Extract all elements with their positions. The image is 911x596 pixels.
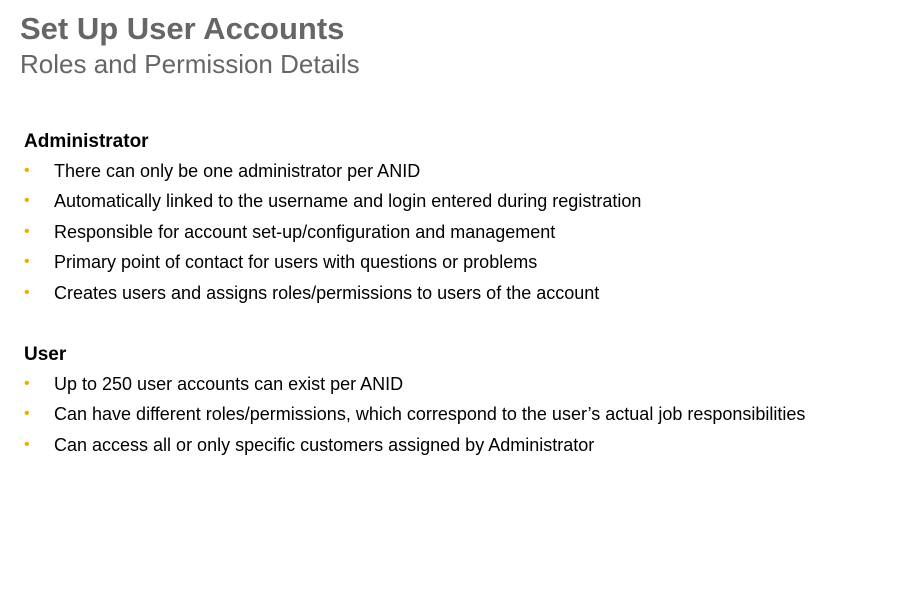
user-bullet-list [24, 373, 806, 464]
list-item-text: Creates users and assigns roles/permissions to users of the account [54, 282, 600, 303]
list-item [24, 190, 642, 220]
administrator-section [24, 130, 642, 312]
list-item [24, 160, 421, 190]
list-item-text: Responsible for account set-up/configuration and management [54, 221, 556, 242]
list-item-text: Up to 250 user accounts can exist per ANID [54, 374, 404, 394]
section-heading-administrator: Administrator [24, 131, 149, 152]
bullet-icon: • [24, 283, 30, 301]
list-item [24, 251, 538, 281]
list-item [24, 282, 600, 312]
list-item-text: Can access all or only specific customers assigned by Administrator [54, 434, 595, 455]
list-item-text: Can have different roles/permissions, which correspond to the user’s actual job responsibilities [54, 404, 806, 425]
list-item [24, 434, 595, 464]
list-item-text: Primary point of contact for users with questions or problems [54, 252, 538, 273]
bullet-icon: • [24, 405, 30, 423]
bullet-icon: • [24, 192, 30, 210]
bullet-icon: • [24, 162, 30, 179]
bullet-icon: • [24, 435, 30, 453]
list-item [24, 403, 806, 433]
list-item [24, 373, 404, 403]
bullet-icon: • [24, 253, 30, 271]
list-item-text: There can only be one administrator per ANID [54, 161, 421, 181]
page-title: Set Up User Accounts [20, 11, 345, 46]
administrator-bullet-list [24, 160, 642, 312]
section-heading-user: User [24, 344, 67, 365]
bullet-icon: • [24, 375, 30, 392]
list-item-text: Automatically linked to the username and login entered during registration [54, 191, 642, 212]
bullet-icon: • [24, 222, 30, 240]
user-section [24, 343, 806, 464]
page-subtitle: Roles and Permission Details [20, 49, 360, 79]
list-item [24, 221, 556, 251]
